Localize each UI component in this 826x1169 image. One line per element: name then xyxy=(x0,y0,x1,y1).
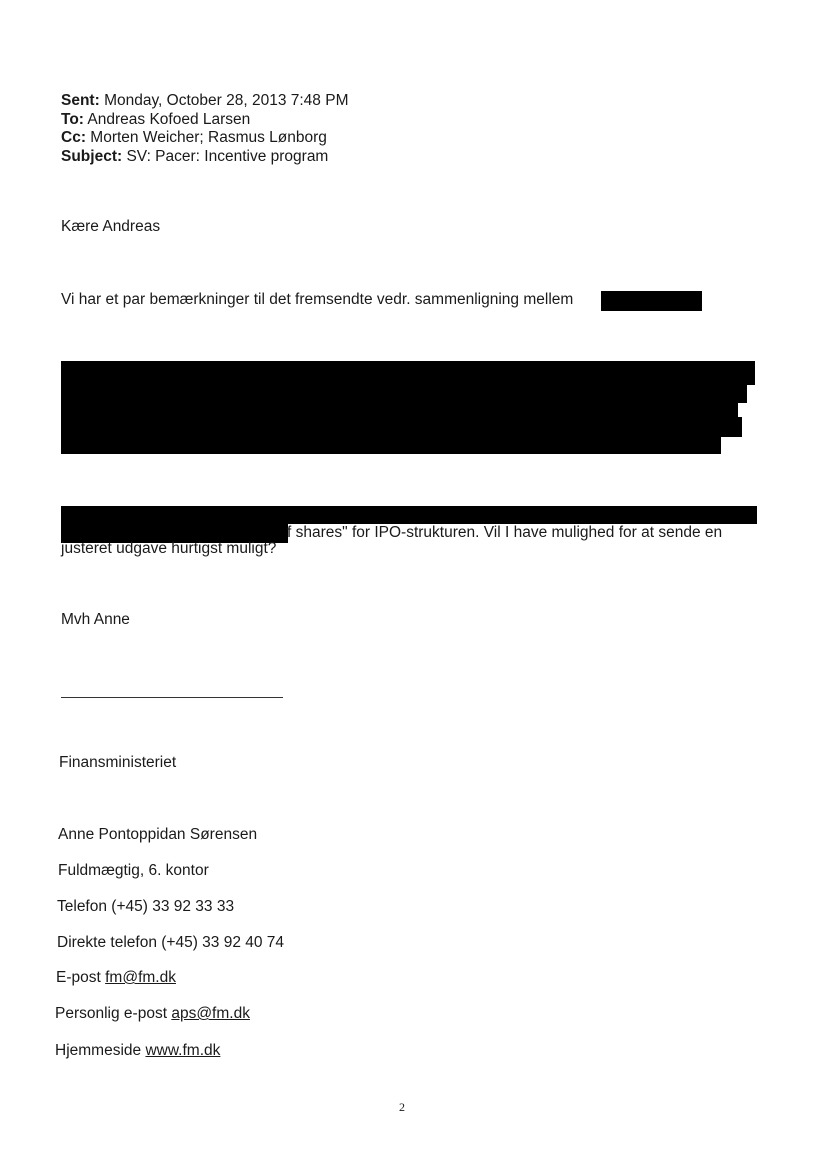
subject-line xyxy=(61,146,328,167)
subject-value: SV: Pacer: Incentive program xyxy=(126,148,329,165)
signoff: Mvh Anne xyxy=(61,611,130,628)
signature-phone: Telefon (+45) 33 92 33 33 xyxy=(57,898,235,915)
email-link[interactable]: fm@fm.dk xyxy=(105,969,176,986)
cc-label: Cc: xyxy=(61,129,86,146)
cc-line xyxy=(61,127,327,148)
personal-email-label: Personlig e-post xyxy=(55,1005,168,1022)
redaction-block xyxy=(601,291,702,311)
subject-label: Subject: xyxy=(61,148,123,165)
website-label: Hjemmeside xyxy=(55,1042,142,1059)
personal-email-link[interactable]: aps@fm.dk xyxy=(171,1005,250,1022)
signature-website-line xyxy=(55,1042,220,1060)
signature-email-line xyxy=(56,969,176,987)
sent-line xyxy=(61,90,348,111)
paragraph1: Vi har et par bemærkninger til det fremsendte vedr. sammenligning mellem xyxy=(61,291,574,308)
signature-personal-email-line xyxy=(55,1005,250,1023)
signature-organization: Finansministeriet xyxy=(59,754,177,771)
cc-value: Morten Weicher; Rasmus Lønborg xyxy=(90,129,327,146)
paragraph2-line2: justeret udgave hurtigst muligt? xyxy=(61,540,277,557)
paragraph2-line1: f shares" for IPO-strukturen. Vil I have mulighed for at sende en xyxy=(287,524,723,541)
signature-name: Anne Pontoppidan Sørensen xyxy=(58,826,258,843)
sent-label: Sent: xyxy=(61,92,100,109)
to-value: Andreas Kofoed Larsen xyxy=(87,111,251,128)
signature-title: Fuldmægtig, 6. kontor xyxy=(58,862,209,879)
page-number: 2 xyxy=(399,1100,405,1114)
to-label: To: xyxy=(61,111,84,128)
redaction-block xyxy=(61,434,721,454)
redaction-block xyxy=(61,361,755,385)
website-link[interactable]: www.fm.dk xyxy=(145,1042,221,1059)
sent-value: Monday, October 28, 2013 7:48 PM xyxy=(104,92,349,109)
signature-divider xyxy=(61,697,283,698)
greeting: Kære Andreas xyxy=(61,218,161,235)
email-label: E-post xyxy=(56,969,101,986)
signature-direct-phone: Direkte telefon (+45) 33 92 40 74 xyxy=(57,934,285,951)
